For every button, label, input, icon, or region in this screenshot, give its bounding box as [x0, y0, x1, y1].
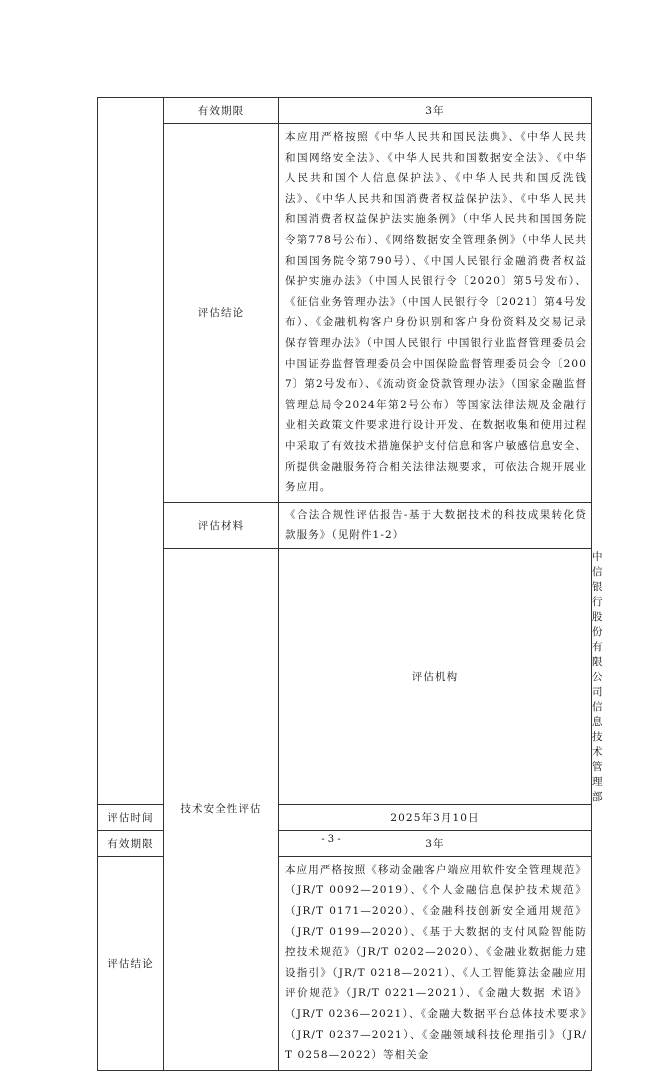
row-label-validity-2: 有效期限 — [98, 830, 164, 856]
row-value-conclusion: 本应用严格按照《中华人民共和国民法典》、《中华人民共和国网络安全法》、《中华人民共和国数据安全法》、《中华人民共和国个人信息保护法》、《中华人民共和国反洗钱法》、《中华人民共和国消费者权益保护法》、《中华人民共和国消费者权益保护法实施条例》（中华人民共和国国务院令第778号公布）、《网络数据安全管理条例》（中华人民共和国国务院令第790号）、《中国人民银行金融消费者权益保护实施办法》（中国人民银行令〔2020〕第5号发布）、《征信业务管理办法》（中国人民银行令〔2021〕第4号发布）、《金融机构客户身份识别和客户身份资料及交易记录保存管理办法》（中国人民银行 中国银行业监督管理委员会 中国证券监督管理委员会中国保险监督管理委员会令〔2007〕第2号发布）、《流动资金贷款管理办法》（国家金融监督管理总局令2024年第2号公布）等国家法律法规及金融行业相关政策文件要求进行设计开发、在数据收集和使用过程中采取了有效技术措施保护支付信息和客户敏感信息安全、所提供金融服务符合相关法律法规要求，可依法合规开展业务应用。 — [285, 131, 587, 494]
row-label-agency: 评估机构 — [279, 548, 592, 804]
table-row — [98, 98, 592, 124]
row-value-validity: 3年 — [279, 98, 592, 124]
row-value-conclusion-2: 本应用严格按照《移动金融客户端应用软件安全管理规范》（JR/T 0092—2019）、《个人金融信息保护技术规范》（JR/T 0171—2020）、《金融科技创新安全通用规范》（JR/T 0199—2020）、《基于大数据的支付风险智能防控技术规范》（JR/T 0202—2020）、《金融业数据能力建设指引》（JR/T 0218—2021）、《人工智能算法金融应用评价规范》（JR/T 0221—2021）、《金融大数据 术语》（JR/T 0236—2021）、《金融大数据平台总体技术要求》（JR/T 0237—2021）、《金融领域科技伦理指引》（JR/T 0258—2022）等相关金 — [285, 863, 587, 1062]
row-value-validity-2: 3年 — [279, 830, 592, 856]
section-cell-blank — [98, 98, 164, 805]
row-value-date: 2025年3月10日 — [279, 804, 592, 830]
row-label-materials: 评估材料 — [164, 502, 279, 548]
table-row — [98, 502, 592, 548]
table-row — [98, 124, 592, 503]
page-number: - 3 - — [321, 834, 341, 845]
row-value-materials: 《合法合规性评估报告-基于大数据技术的科技成果转化贷款服务》（见附件1-2） — [285, 508, 587, 542]
row-label-conclusion: 评估结论 — [164, 124, 279, 503]
row-label-validity: 有效期限 — [164, 98, 279, 124]
row-label-date: 评估时间 — [98, 804, 164, 830]
table-row: 技术安全性评估 评估机构 中信银行股份有限公司信息技术管理部 — [98, 548, 592, 804]
row-label-conclusion-2: 评估结论 — [98, 856, 164, 1070]
evaluation-table — [97, 97, 604, 1071]
section-title-tech-security: 技术安全性评估 — [180, 803, 262, 816]
